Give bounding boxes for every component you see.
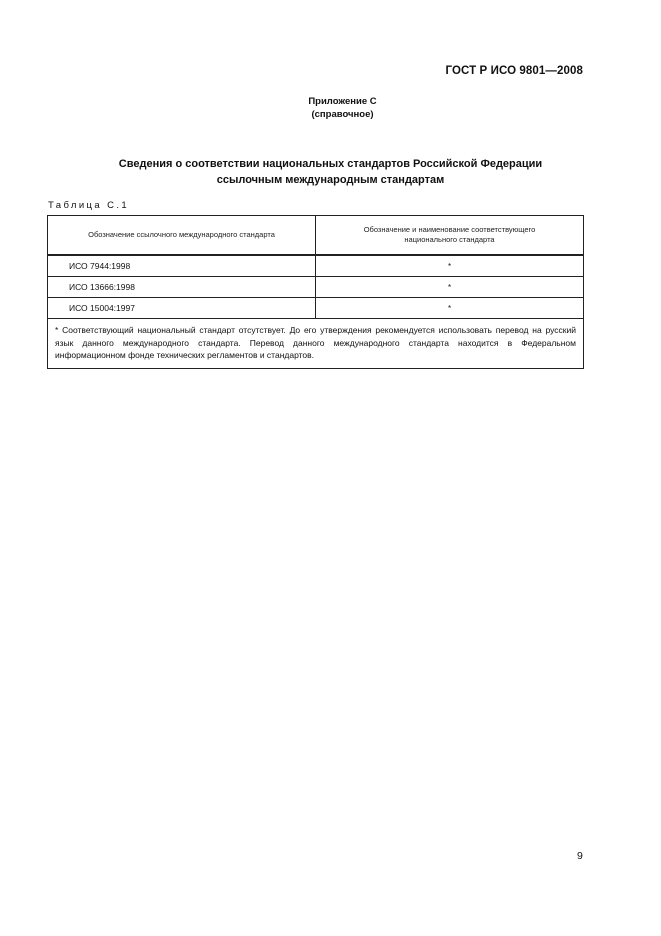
cell-standard: ИСО 7944:1998 — [48, 255, 316, 277]
column-header-international: Обозначение ссылочного международного стандарта — [48, 216, 316, 256]
table-row — [48, 255, 584, 277]
cell-national: * — [316, 255, 584, 277]
document-code: ГОСТ Р ИСО 9801—2008 — [445, 65, 583, 77]
section-title — [0, 156, 661, 188]
cell-national: * — [316, 277, 584, 298]
cell-national: * — [316, 298, 584, 319]
correspondence-table — [47, 215, 584, 369]
appendix-title: Приложение С — [308, 96, 377, 107]
cell-standard: ИСО 15004:1997 — [48, 298, 316, 319]
section-title-line-2: ссылочным международным стандартам — [216, 174, 445, 186]
cell-standard: ИСО 13666:1998 — [48, 277, 316, 298]
column-header-national: Обозначение и наименование соответствующего национального стандарта — [316, 216, 584, 256]
table-header-row — [48, 216, 584, 256]
table-footnote: * Соответствующий национальный стандарт отсутствует. До его утверждения рекомендуется использовать перевод на русский язык данного международного стандарта. Перевод данного международного стандарта находится в Федеральном информационном фонде технических регламентов и стандартов. — [48, 319, 584, 369]
table-footnote-row — [48, 319, 584, 369]
appendix-subtitle: (справочное) — [311, 109, 374, 120]
table-row — [48, 277, 584, 298]
section-title-line-1: Сведения о соответствии национальных стандартов Российской Федерации — [118, 158, 543, 170]
table-row — [48, 298, 584, 319]
table-caption: Таблица С.1 — [48, 200, 130, 211]
appendix-heading — [0, 95, 661, 121]
page-number: 9 — [577, 850, 583, 862]
